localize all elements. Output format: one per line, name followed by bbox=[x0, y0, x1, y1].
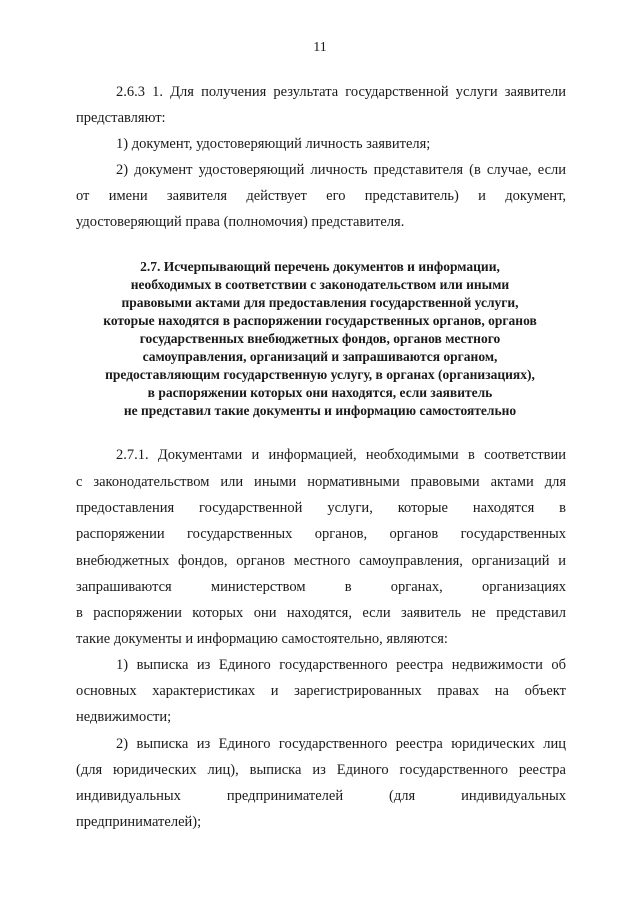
paragraph-line: такие документы и информацию самостоятельно, являются: bbox=[76, 631, 448, 647]
list-item-line: (для юридических лиц), выписка из Единого государственного реестра bbox=[76, 762, 566, 778]
page-number: 11 bbox=[313, 40, 327, 55]
list-item-line: от имени заявителя действует его представитель) и документ, bbox=[76, 188, 566, 204]
list-item-line: 2) документ удостоверяющий личность представителя (в случае, если bbox=[116, 162, 566, 178]
list-item-line: индивидуальных предпринимателей (для индивидуальных bbox=[76, 788, 566, 804]
paragraph-line: представляют: bbox=[76, 110, 166, 126]
paragraph-line: 2.7.1. Документами и информацией, необходимыми в соответствии bbox=[116, 447, 566, 463]
paragraph-line: 2.6.3 1. Для получения результата государственной услуги заявители bbox=[116, 84, 566, 100]
list-item-line: недвижимости; bbox=[76, 709, 172, 725]
heading-line: не представил такие документы и информацию самостоятельно bbox=[123, 403, 517, 418]
paragraph-line: с законодательством или иными нормативными правовыми актами для bbox=[76, 474, 566, 490]
list-item-line: основных характеристиках и зарегистрированных правах на объект bbox=[76, 683, 566, 699]
heading-line: в распоряжении которых они находятся, если заявитель bbox=[147, 385, 493, 400]
list-item-line: 1) документ, удостоверяющий личность заявителя; bbox=[116, 136, 431, 152]
list-item-line: удостоверяющий права (полномочия) представителя. bbox=[76, 214, 405, 230]
heading-line: которые находятся в распоряжении государственных органов, органов bbox=[103, 313, 537, 328]
paragraph-line: в распоряжении которых они находятся, если заявитель не представил bbox=[76, 605, 566, 621]
heading-line: государственных внебюджетных фондов, органов местного bbox=[139, 331, 501, 346]
heading-line: самоуправления, организаций и запрашиваются органом, bbox=[142, 349, 498, 364]
paragraph-line: распоряжении государственных органов, органов государственных bbox=[76, 526, 566, 542]
list-item-line: 2) выписка из Единого государственного реестра юридических лиц bbox=[116, 736, 566, 752]
paragraph-line: предоставления государственной услуги, которые находятся в bbox=[76, 500, 566, 516]
heading-line: предоставляющим государственную услугу, в органах (организациях), bbox=[105, 367, 535, 382]
paragraph-line: запрашиваются министерством в органах, организациях bbox=[76, 579, 566, 595]
heading-line: необходимых в соответствии с законодательством или иными bbox=[130, 277, 510, 292]
paragraph-line: внебюджетных фондов, органов местного самоуправления, организаций и bbox=[76, 553, 566, 569]
heading-line: 2.7. Исчерпывающий перечень документов и информации, bbox=[140, 259, 500, 274]
heading-line: правовыми актами для предоставления государственной услуги, bbox=[121, 295, 519, 310]
list-item-line: предпринимателей); bbox=[76, 814, 202, 830]
list-item-line: 1) выписка из Единого государственного реестра недвижимости об bbox=[116, 657, 566, 673]
